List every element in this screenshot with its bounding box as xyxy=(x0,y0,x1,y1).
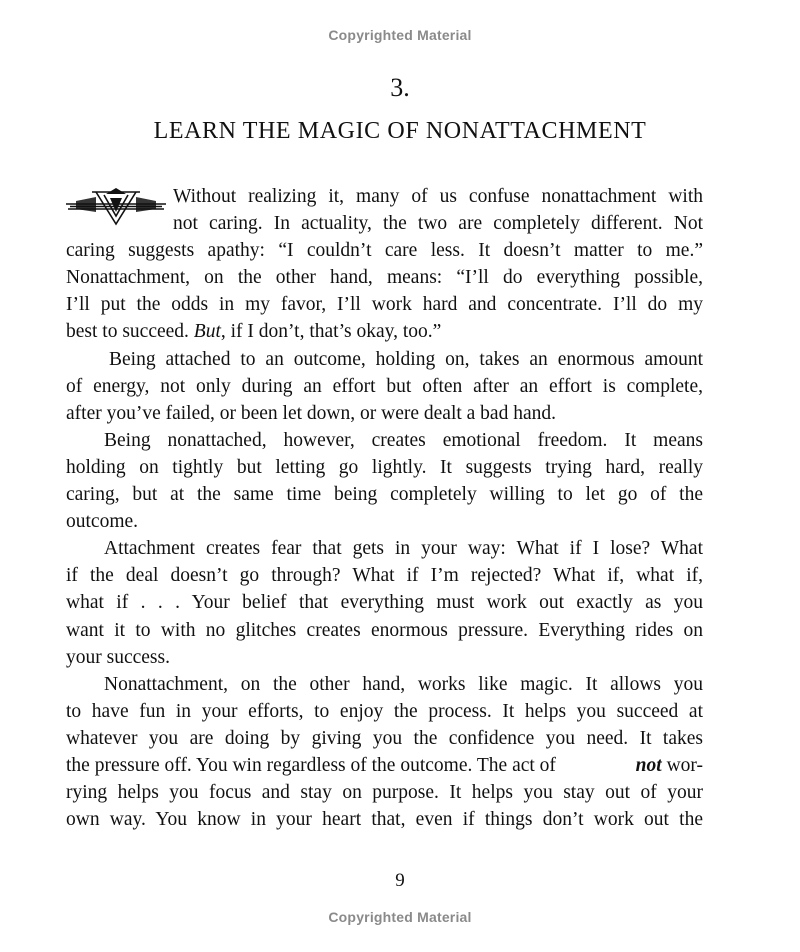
text-line: to have fun in your efforts, to enjoy the process. It helps you succeed at xyxy=(66,700,703,722)
page-number: 9 xyxy=(395,870,405,891)
text-segment: , if I don’t, that’s okay, too.” xyxy=(220,321,442,343)
text-line: if the deal doesn’t go through? What if I’m rejected? What if, what if, xyxy=(66,565,703,587)
text-line: rying helps you focus and stay on purpose. It helps you stay out of your xyxy=(66,782,703,804)
text-line: after you’ve failed, or been let down, or were dealt a bad hand. xyxy=(66,402,556,424)
text-line: outcome. xyxy=(66,511,139,533)
text-line: what if . . . Your belief that everything must work out exactly as you xyxy=(66,592,703,614)
text-line: caring suggests apathy: “I couldn’t care less. It doesn’t matter to me.” xyxy=(66,240,703,262)
text-line: not caring. In actuality, the two are completely different. Not xyxy=(173,213,703,235)
chapter-title: LEARN THE MAGIC OF NONATTACHMENT xyxy=(153,118,647,144)
text-line: caring, but at the same time being completely willing to let go of the xyxy=(66,484,703,506)
text-line: own way. You know in your heart that, even if things don’t work out the xyxy=(66,809,703,831)
emphasis-text: not xyxy=(635,754,662,776)
text-line: Nonattachment, on the other hand, works like magic. It allows you xyxy=(104,673,703,695)
text-line xyxy=(66,752,703,779)
text-segment: wor- xyxy=(661,754,703,776)
text-line: Being attached to an outcome, holding on, takes an enormous amount xyxy=(109,348,703,370)
text-line: want it to with no glitches creates enormous pressure. Everything rides on xyxy=(66,619,703,641)
text-line: whatever you are doing by giving you the confidence you need. It takes xyxy=(66,727,703,749)
text-line: Nonattachment, on the other hand, means: “I’ll do everything possible, xyxy=(66,267,703,289)
text-line: Without realizing it, many of us confuse nonattachment with xyxy=(173,186,703,207)
text-line: Attachment creates fear that gets in your way: What if I lose? What xyxy=(104,538,703,560)
text-line: I’ll put the odds in my favor, I’ll work hard and concentrate. I’ll do my xyxy=(66,294,703,316)
text-segment: the pressure off. You win regardless of the outcome. The act of xyxy=(66,754,556,776)
copyright-header: Copyrighted Material xyxy=(328,27,472,43)
emphasis-text: But xyxy=(193,321,221,343)
copyright-footer: Copyrighted Material xyxy=(328,909,472,925)
text-line: of energy, not only during an effort but often after an effort is complete, xyxy=(66,375,703,397)
text-line: holding on tightly but letting go lightly. It suggests trying hard, really xyxy=(66,456,703,478)
text-line: your success. xyxy=(66,646,170,668)
body-text xyxy=(66,183,703,833)
text-line: Being nonattached, however, creates emotional freedom. It means xyxy=(104,429,703,451)
text-line xyxy=(66,318,703,345)
chapter-number: 3. xyxy=(390,73,410,102)
text-segment: best to succeed. xyxy=(66,321,194,343)
